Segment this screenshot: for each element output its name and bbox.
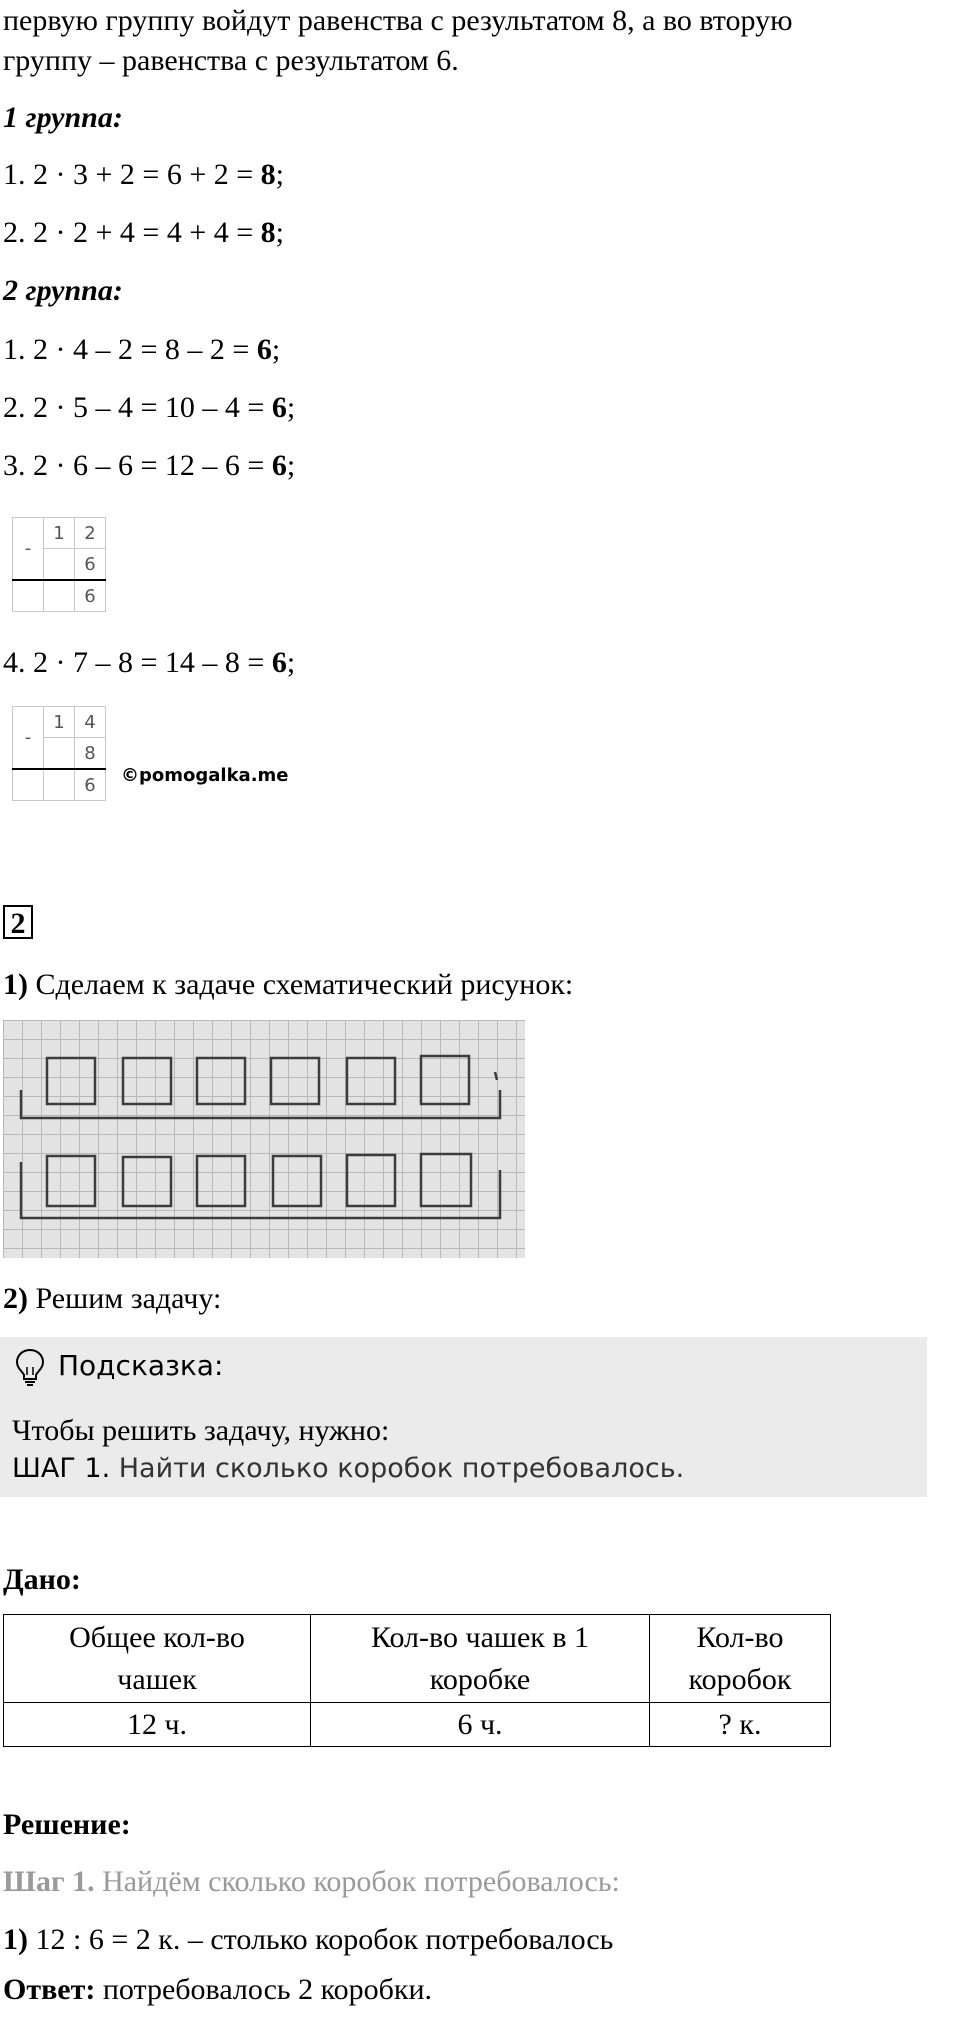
lightbulb-icon [14,1347,46,1387]
group-2-item: 1. 2 · 4 – 2 = 8 – 2 = 6; [3,333,281,366]
hint-box [0,1337,927,1497]
intro-line-1: первую группу войдут равенства с результатом 8, а во вторую [3,4,793,37]
solution-title: Решение: [3,1808,131,1841]
boxes-sketch [3,1020,525,1258]
hint-title: Подсказка: [58,1349,224,1382]
table-cell: 6 ч. [311,1703,650,1747]
column-subtraction-1 [12,517,106,612]
minuend-digit: 1 [44,518,75,549]
table-row [4,1703,831,1747]
group-2-item: 2. 2 · 5 – 4 = 10 – 4 = 6; [3,391,296,424]
group-1-item: 1. 2 · 3 + 2 = 6 + 2 = 8; [3,158,285,191]
minus-sign: - [13,518,44,581]
difference-digit: 6 [75,580,106,612]
task-number: 2 [3,905,33,939]
minuend-digit: 1 [44,707,75,738]
subtrahend-digit: 6 [75,549,106,581]
group-2-title: 2 группа: [3,274,123,307]
header-cell: Кол-во чашек в 1 коробке [311,1615,650,1703]
intro-line-2: группу – равенства с результатом 6. [3,44,459,77]
hint-step: ШАГ 1. Найти сколько коробок потребовалось. [12,1453,685,1484]
table-cell: ? к. [650,1703,831,1747]
group-2-item: 3. 2 · 6 – 6 = 12 – 6 = 6; [3,449,296,482]
schematic-drawing [3,1020,525,1258]
difference-digit: 6 [75,769,106,801]
minuend-digit: 2 [75,518,106,549]
group-1-item: 2. 2 · 2 + 4 = 4 + 4 = 8; [3,216,285,249]
solution-step: Шаг 1. Найдём сколько коробок потребовалось: [3,1865,620,1898]
step-2-heading: 2) Решим задачу: [3,1282,222,1315]
given-title: Дано: [3,1563,81,1596]
group-1-title: 1 группа: [3,101,123,134]
table-cell: 12 ч. [4,1703,311,1747]
answer: Ответ: потребовалось 2 коробки. [3,1973,433,2006]
column-subtraction-2 [12,706,106,801]
header-cell: Кол-во коробок [650,1615,831,1703]
solution-line: 1) 12 : 6 = 2 к. – столько коробок потребовалось [3,1923,614,1956]
watermark: ©pomogalka.me [121,765,289,786]
minus-sign: - [13,707,44,770]
given-table [3,1614,831,1747]
minuend-digit: 4 [75,707,106,738]
subtrahend-digit: 8 [75,738,106,770]
hint-line: Чтобы решить задачу, нужно: [12,1414,390,1447]
table-header-row [4,1615,831,1703]
step-1-heading: 1) Сделаем к задаче схематический рисунок: [3,968,574,1001]
header-cell: Общее кол-во чашек [4,1615,311,1703]
group-2-item: 4. 2 · 7 – 8 = 14 – 8 = 6; [3,646,296,679]
